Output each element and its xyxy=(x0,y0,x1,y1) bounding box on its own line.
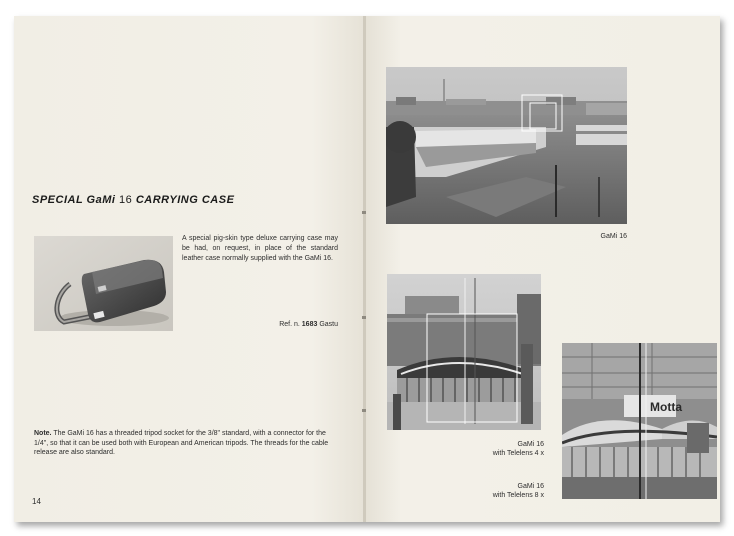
left-page xyxy=(14,16,364,522)
caption-middle-line2: with Telelens 4 x xyxy=(492,450,544,457)
caption-top: GaMi 16 xyxy=(600,233,627,240)
reference-number xyxy=(254,321,338,328)
case-description: A special pig-skin type deluxe carrying case may be had, on request, in place of the standard leather case normally supplied with the GaMi 16. xyxy=(182,235,338,262)
caption-bottom xyxy=(466,482,544,500)
heading-brand: GaMi xyxy=(86,194,116,206)
note-label: Note. xyxy=(34,430,52,437)
photo-telelens-8x xyxy=(562,343,717,499)
page-number: 14 xyxy=(32,497,41,506)
note-text: The GaMi 16 has a threaded tripod socket for the 3/8" standard, with a connector for the 1/4", so that it can be used both with European and American tripods. The threads for the cable release are also standard. xyxy=(34,430,329,456)
ref-number: 1683 xyxy=(301,321,318,328)
carrying-case-photo xyxy=(34,236,173,331)
booklet-spread xyxy=(14,16,720,522)
photo-telelens-4x xyxy=(387,274,541,430)
ref-code: Gastu xyxy=(319,321,338,328)
tripod-note xyxy=(34,429,340,458)
caption-middle xyxy=(466,440,544,458)
caption-bottom-line2: with Telelens 8 x xyxy=(492,492,544,499)
ref-prefix: Ref. n. xyxy=(279,321,300,328)
caption-middle-line1: GaMi 16 xyxy=(517,441,544,448)
photo-wide-view xyxy=(386,67,627,224)
heading-model: 16 xyxy=(119,194,133,206)
right-page xyxy=(366,16,720,522)
caption-bottom-line1: GaMi 16 xyxy=(517,483,544,490)
heading-suffix: CARRYING CASE xyxy=(135,194,235,206)
section-heading xyxy=(32,194,234,206)
sign-text: Motta xyxy=(650,400,682,414)
heading-prefix: SPECIAL xyxy=(32,194,83,206)
